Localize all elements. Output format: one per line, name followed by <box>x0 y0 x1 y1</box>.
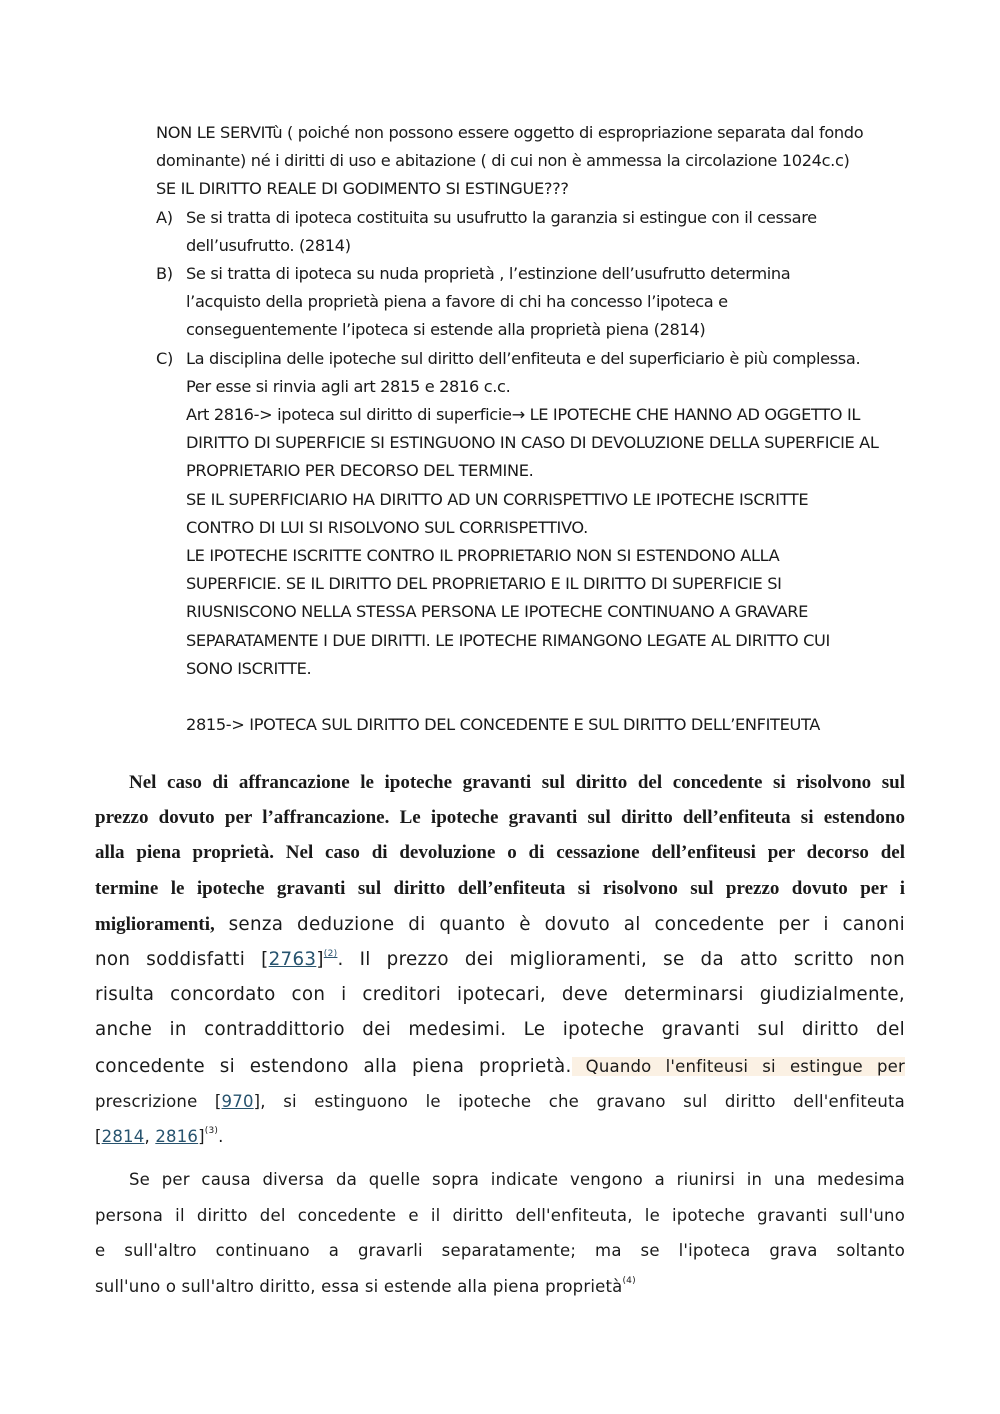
text-line <box>95 1119 905 1154</box>
list-marker: B) <box>156 264 173 284</box>
text-line <box>95 1048 905 1084</box>
text-line: RIUSNISCONO NELLA STESSA PERSONA LE IPOTECHE CONTINUANO A GRAVARE <box>186 602 809 622</box>
text-line <box>95 906 905 942</box>
text-line: La disciplina delle ipoteche sul diritto dell’enfiteuta e del superficiario è più complessa. <box>186 348 861 368</box>
text-line: prezzo dovuto per l’affrancazione. Le ipoteche gravanti sul diritto dell’enfiteuta si estendono <box>95 807 905 829</box>
text-fragment: ] <box>198 1127 205 1147</box>
text-fragment: ], si estinguono le ipoteche che gravano sul diritto dell'enfiteuta <box>253 1091 905 1111</box>
text-line: dominante) né i diritti di uso e abitazione ( di cui non è ammessa la circolazione 1024c.c) <box>156 151 850 171</box>
spacer <box>186 683 916 711</box>
text-line: Nel caso di affrancazione le ipoteche gravanti sul diritto del concedente si risolvono sul <box>129 772 905 793</box>
notes-block <box>156 119 916 739</box>
text-line: PROPRIETARIO PER DECORSO DEL TERMINE. <box>186 461 534 481</box>
footnote-ref-2[interactable]: (2) <box>323 949 338 960</box>
text-fragment: . Il prezzo dei miglioramenti, se da atto scritto non <box>337 949 905 971</box>
text-fragment: ] <box>316 949 324 971</box>
text-fragment: , <box>144 1127 156 1147</box>
text-fragment: prescrizione [ <box>95 1091 222 1111</box>
text-line: persona il diritto del concedente e il diritto dell'enfiteuta, le ipoteche gravanti sull'uno <box>95 1205 905 1225</box>
text-line: NON LE SERVITù ( poiché non possono essere oggetto di espropriazione separata dal fondo <box>156 123 864 142</box>
reference-link-2814[interactable]: 2814 <box>101 1127 145 1147</box>
text-line: LE IPOTECHE ISCRITTE CONTRO IL PROPRIETARIO NON SI ESTENDONO ALLA <box>186 546 780 566</box>
text-line: Per esse si rinvia agli art 2815 e 2816 c.c. <box>186 376 511 396</box>
text-line: l’acquisto della proprietà piena a favore di chi ha concesso l’ipoteca e <box>186 292 728 312</box>
text-line: DIRITTO DI SUPERFICIE SI ESTINGUONO IN CASO DI DEVOLUZIONE DELLA SUPERFICIE AL <box>186 433 879 453</box>
article-heading-2815: 2815-> IPOTECA SUL DIRITTO DEL CONCEDENTE E SUL DIRITTO DELL’ENFITEUTA <box>186 715 820 735</box>
list-item-c <box>156 345 916 740</box>
text-line: Se si tratta di ipoteca su nuda proprietà , l’estinzione dell’usufrutto determina <box>186 264 791 284</box>
text-line: Art 2816-> ipoteca sul diritto di superficie→ LE IPOTECHE CHE HANNO AD OGGETTO IL <box>186 405 861 425</box>
highlighted-fragment: Quando l'enfiteusi si estingue per <box>571 1056 905 1076</box>
list-item-a <box>156 204 916 260</box>
list-marker: C) <box>156 348 173 368</box>
reference-link-2816[interactable]: 2816 <box>155 1127 199 1147</box>
text-line: anche in contraddittorio dei medesimi. Le ipoteche gravanti sul diritto del <box>95 1019 905 1041</box>
text-line <box>95 942 905 977</box>
text-line: conseguentemente l’ipoteca si estende alla proprietà piena (2814) <box>186 320 706 340</box>
text-line <box>95 1269 905 1305</box>
text-line: risulta concordato con i creditori ipotecari, deve determinarsi giudizialmente, <box>95 984 905 1006</box>
article-2815-paragraph <box>95 765 905 1154</box>
text-line: Se per causa diversa da quelle sopra indicate vengono a riunirsi in una medesima <box>129 1170 905 1189</box>
text-line <box>95 1084 905 1119</box>
text-line: SONO ISCRITTE. <box>186 658 312 678</box>
text-fragment: . <box>218 1127 224 1147</box>
text-line: e sull'altro continuano a gravarli separatamente; ma se l'ipoteca grava soltanto <box>95 1241 905 1260</box>
text-fragment: concedente si estendono alla piena proprietà. <box>95 1055 572 1077</box>
text-fragment: non soddisfatti [ <box>95 949 269 971</box>
reference-link-970[interactable]: 970 <box>221 1091 254 1111</box>
list-item-b <box>156 260 916 345</box>
text-line: termine le ipoteche gravanti sul diritto dell’enfiteuta si risolvono sul prezzo dovuto per i <box>95 877 905 899</box>
footnote-ref-3[interactable]: (3) <box>204 1126 219 1137</box>
list-marker: A) <box>156 207 173 227</box>
text-line: SEPARATAMENTE I DUE DIRITTI. LE IPOTECHE RIMANGONO LEGATE AL DIRITTO CUI <box>186 630 830 650</box>
bold-fragment: miglioramenti, <box>95 913 215 935</box>
text-line: dell’usufrutto. (2814) <box>186 235 351 255</box>
closing-paragraph <box>95 1162 905 1304</box>
text-line: alla piena proprietà. Nel caso di devoluzione o di cessazione dell’enfiteusi per decorso del <box>95 842 905 864</box>
text-line: SE IL SUPERFICIARIO HA DIRITTO AD UN CORRISPETTIVO LE IPOTECHE ISCRITTE <box>186 489 809 509</box>
text-line: Se si tratta di ipoteca costituita su usufrutto la garanzia si estingue con il cessare <box>186 207 817 227</box>
section-question: SE IL DIRITTO REALE DI GODIMENTO SI ESTINGUE??? <box>156 179 569 199</box>
text-line: SUPERFICIE. SE IL DIRITTO DEL PROPRIETARIO E IL DIRITTO DI SUPERFICIE SI <box>186 574 782 594</box>
text-fragment: sull'uno o sull'altro diritto, essa si estende alla piena proprietà <box>95 1276 623 1296</box>
text-fragment: senza deduzione di quanto è dovuto al concedente per i canoni <box>214 913 905 935</box>
footnote-ref-4[interactable]: (4) <box>622 1275 636 1286</box>
reference-link-2763[interactable]: 2763 <box>268 949 317 971</box>
text-line: CONTRO DI LUI SI RISOLVONO SUL CORRISPETTIVO. <box>186 517 588 537</box>
text-fragment: [ <box>95 1127 102 1147</box>
